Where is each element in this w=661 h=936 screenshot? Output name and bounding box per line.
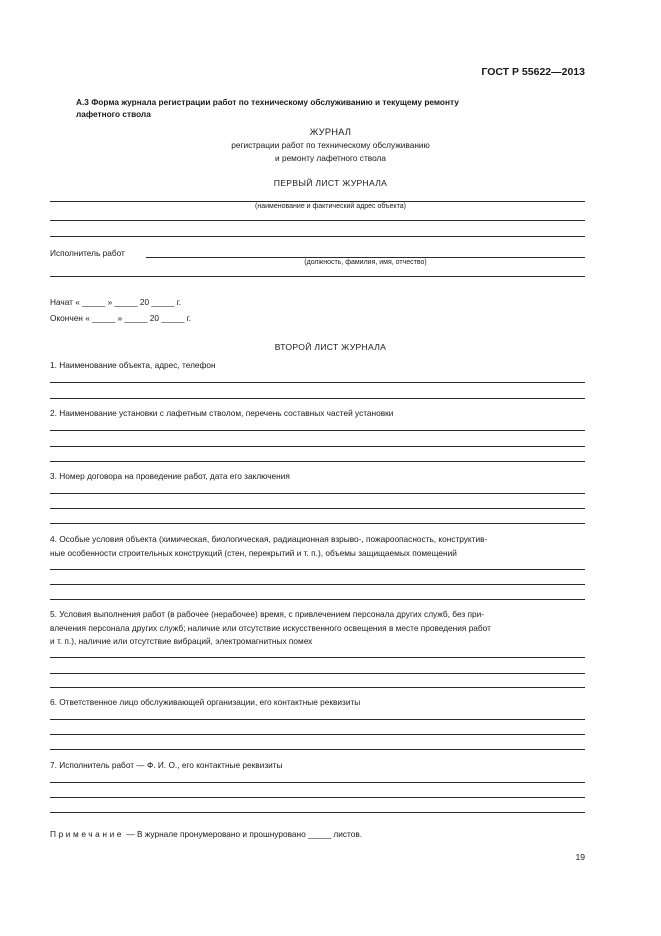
- section-heading-line2: лафетного ствола: [76, 109, 151, 119]
- first-sheet-heading: ПЕРВЫЙ ЛИСТ ЖУРНАЛА: [273, 178, 388, 188]
- finished-date: Окончен « _____ » _____ 20 _____ г.: [50, 313, 192, 323]
- answer-line[interactable]: [50, 812, 585, 813]
- section-heading: [76, 96, 459, 120]
- answer-line[interactable]: [50, 734, 585, 735]
- journal-subtitle-line2: и ремонту лафетного ствола: [275, 153, 386, 163]
- answer-line[interactable]: [50, 398, 585, 399]
- answer-line[interactable]: [50, 599, 585, 600]
- executor-input-line[interactable]: [146, 257, 585, 258]
- page-number: 19: [575, 852, 585, 862]
- question-6: 6. Ответственное лицо обслуживающей организации, его контактные реквизиты: [50, 697, 361, 707]
- standard-code: ГОСТ Р 55622—2013: [481, 66, 585, 78]
- executor-label: Исполнитель работ: [50, 248, 125, 258]
- object-input-line[interactable]: [50, 201, 585, 202]
- question-3: 3. Номер договора на проведение работ, дата его заключения: [50, 471, 290, 481]
- journal-subtitle-line1: регистрации работ по техническому обслуживанию: [231, 140, 430, 150]
- note-text: — В журнале пронумеровано и прошнуровано _____ листов.: [124, 829, 363, 839]
- answer-line[interactable]: [50, 584, 585, 585]
- answer-line[interactable]: [50, 508, 585, 509]
- question-5-line1: 5. Условия выполнения работ (в рабочее (нерабочее) время, с привлечением персонала других служб, без при-: [50, 609, 484, 619]
- question-5: [50, 608, 585, 649]
- answer-line[interactable]: [50, 687, 585, 688]
- question-5-line2: влечения персонала других служб; наличие или отсутствие искусственного освещения в месте проведения работ: [50, 622, 491, 633]
- question-5-line3: и т. п.), наличие или отсутствие вибраций, электромагнитных помех: [50, 636, 313, 646]
- second-sheet-heading: ВТОРОЙ ЛИСТ ЖУРНАЛА: [274, 342, 387, 352]
- object-caption: (наименование и фактический адрес объекта): [255, 203, 406, 210]
- object-input-line[interactable]: [50, 220, 585, 221]
- answer-line[interactable]: [50, 657, 585, 658]
- answer-line[interactable]: [50, 719, 585, 720]
- answer-line[interactable]: [50, 446, 585, 447]
- executor-caption: (должность, фамилия, имя, отчество): [304, 259, 427, 266]
- question-7: 7. Исполнитель работ — Ф. И. О., его контактные реквизиты: [50, 760, 283, 770]
- started-date: Начат « _____ » _____ 20 _____ г.: [50, 297, 182, 307]
- question-4-line1: 4. Особые условия объекта (химическая, биологическая, радиационная взрыво-, пожароопасность, конструктив-: [50, 534, 488, 544]
- object-input-line[interactable]: [50, 236, 585, 237]
- answer-line[interactable]: [50, 673, 585, 674]
- note: [50, 829, 362, 839]
- answer-line[interactable]: [50, 749, 585, 750]
- answer-line[interactable]: [50, 569, 585, 570]
- answer-line[interactable]: [50, 493, 585, 494]
- question-1: 1. Наименование объекта, адрес, телефон: [50, 360, 216, 370]
- question-4-line2: ные особенности строительных конструкций (стен, перекрытий и т. п.), объемы защищаемых помещений: [50, 547, 457, 558]
- answer-line[interactable]: [50, 782, 585, 783]
- note-label: Примечание: [50, 829, 125, 839]
- answer-line[interactable]: [50, 797, 585, 798]
- question-4: [50, 533, 585, 560]
- answer-line[interactable]: [50, 523, 585, 524]
- section-heading-line1: А.3 Форма журнала регистрации работ по техническому обслуживанию и текущему ремонту: [76, 97, 459, 107]
- answer-line[interactable]: [50, 430, 585, 431]
- question-2: 2. Наименование установки с лафетным стволом, перечень составных частей установки: [50, 408, 394, 418]
- journal-title: ЖУРНАЛ: [309, 127, 352, 137]
- executor-input-line[interactable]: [50, 276, 585, 277]
- answer-line[interactable]: [50, 461, 585, 462]
- answer-line[interactable]: [50, 382, 585, 383]
